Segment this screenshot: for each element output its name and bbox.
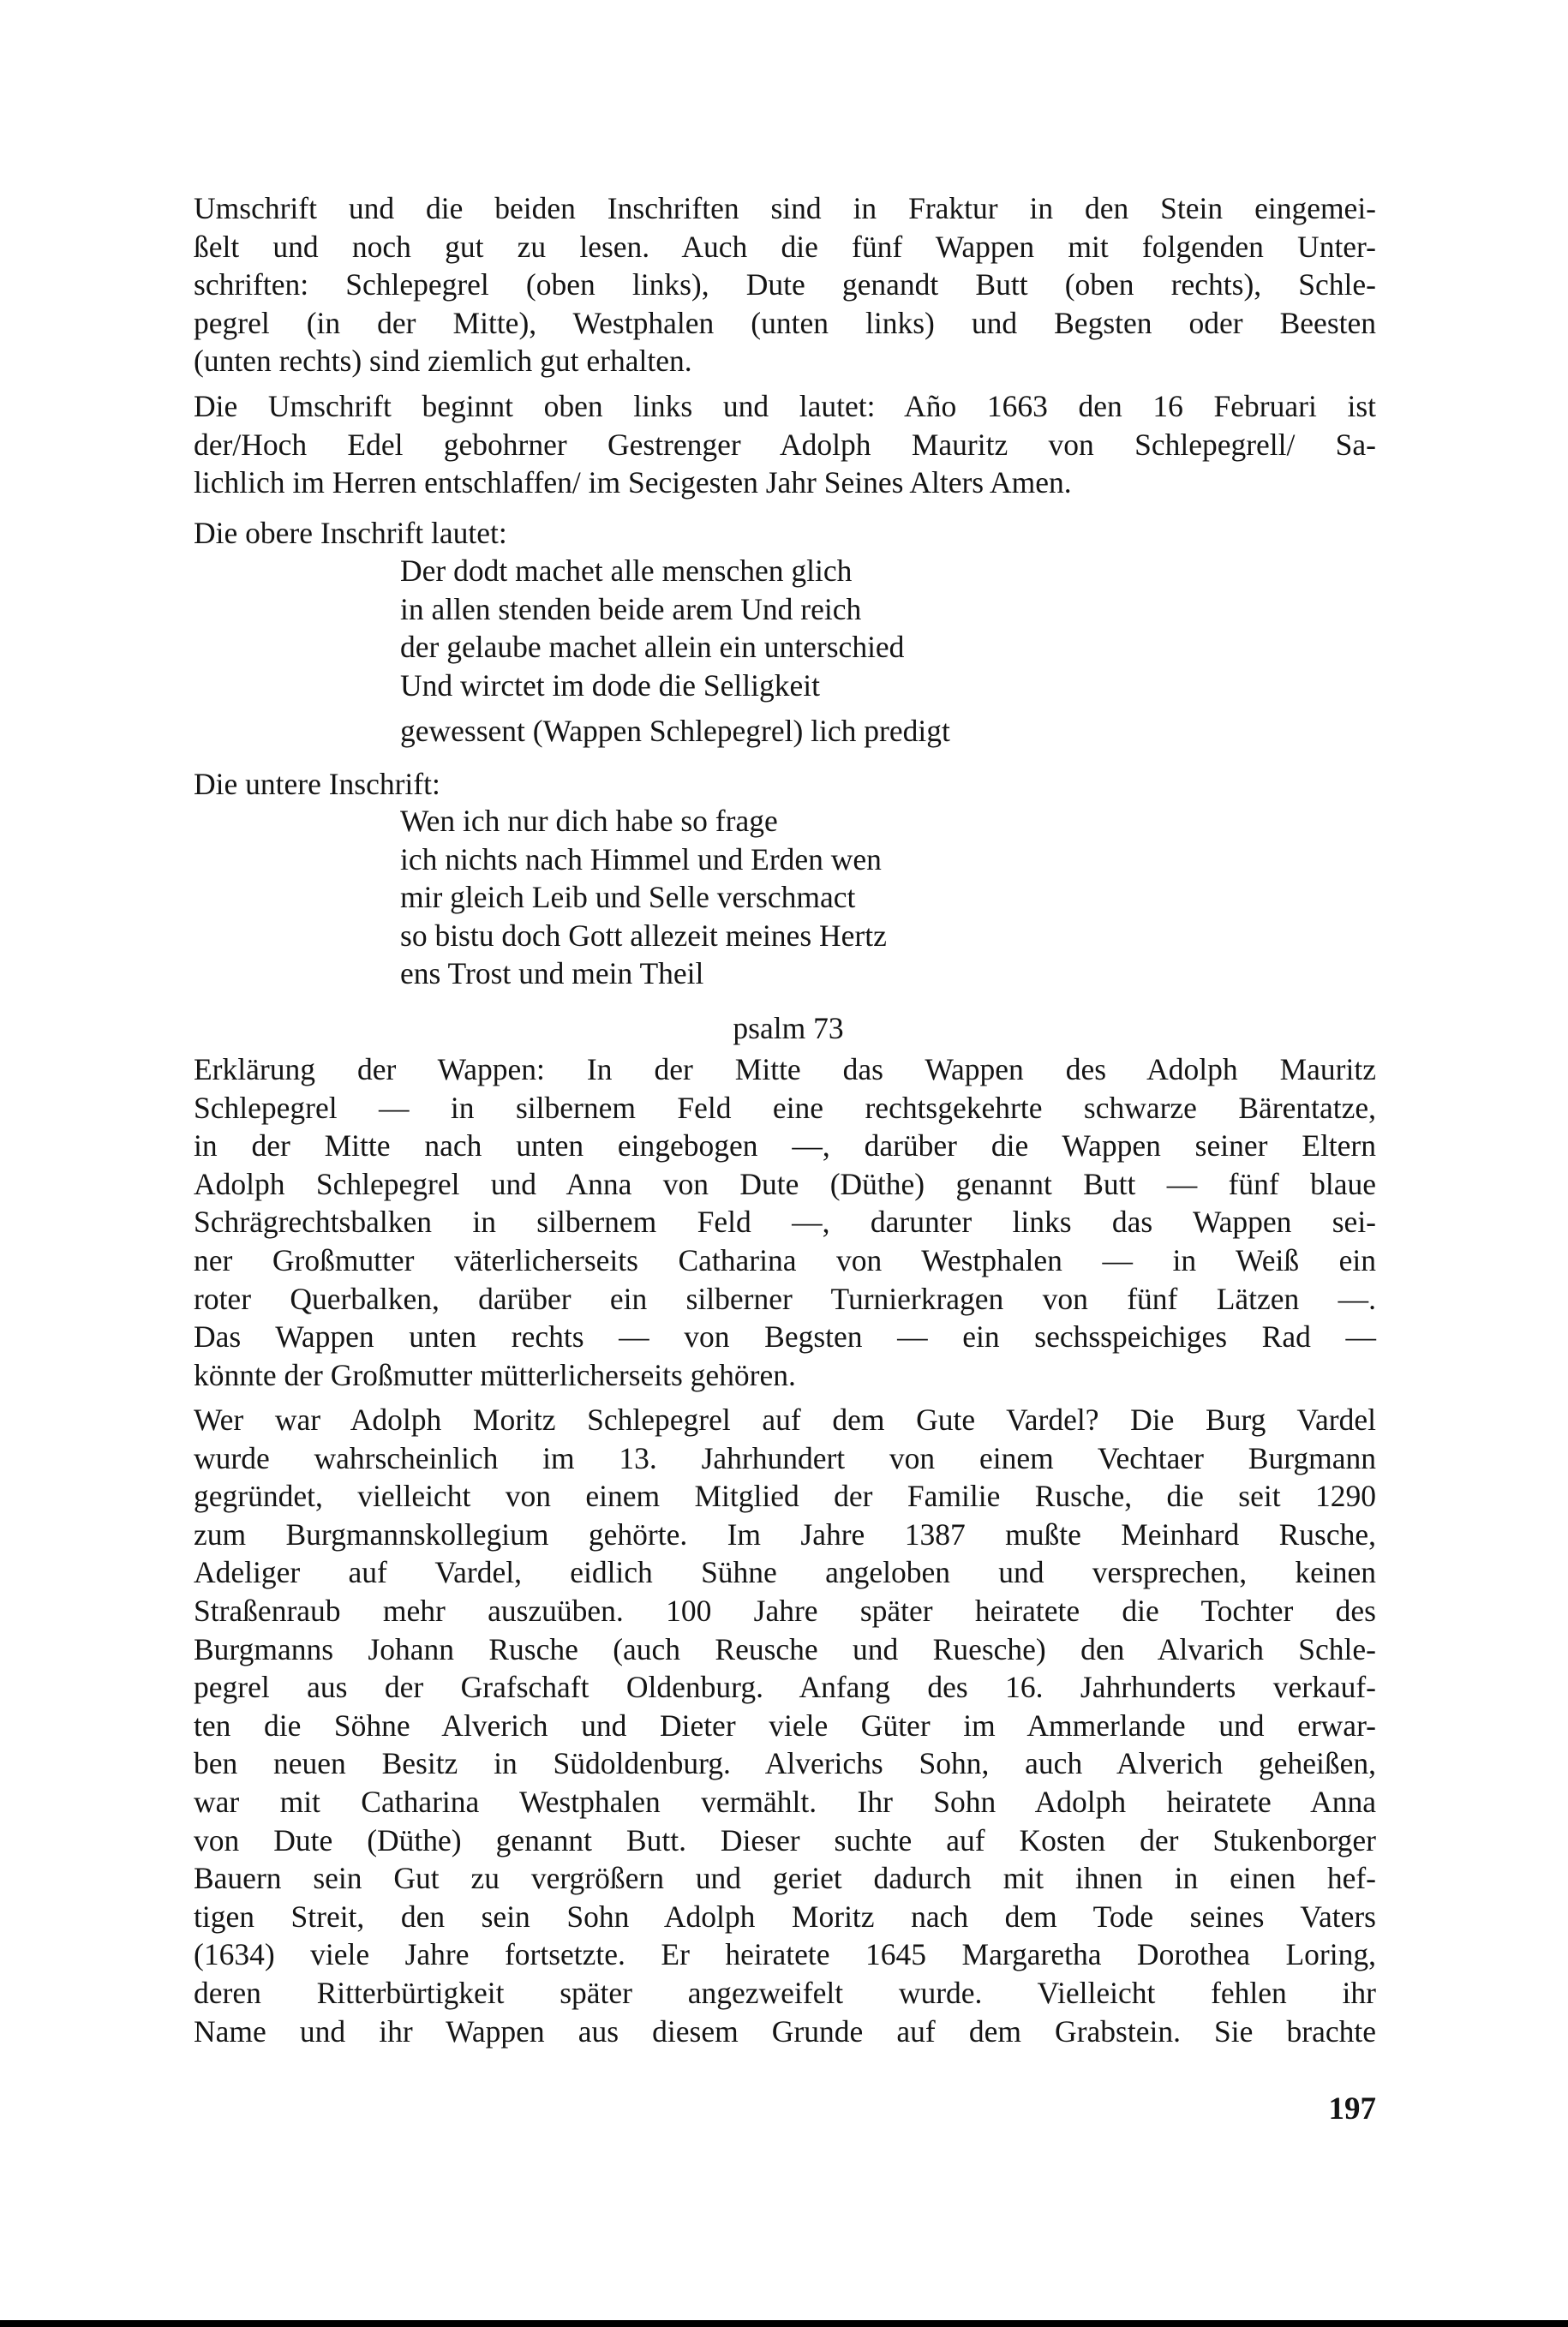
text-line: Straßenraub mehr auszuüben. 100 Jahre später heiratete die Tochter des <box>194 1593 1376 1628</box>
text-line: (1634) viele Jahre fortsetzte. Er heiratete 1645 Margaretha Dorothea Loring, <box>194 1937 1376 1972</box>
verse-line: in allen stenden beide arem Und reich <box>400 591 862 626</box>
text-line: deren Ritterbürtigkeit später angezweifelt wurde. Vielleicht fehlen ihr <box>194 1975 1376 2010</box>
lower-inscription-verse <box>400 802 887 993</box>
upper-inscription-verse <box>400 552 950 751</box>
text-line: Wer war Adolph Moritz Schlepegrel auf dem Gute Vardel? Die Burg Vardel <box>194 1403 1376 1437</box>
text-line: lichlich im Herren entschlaffen/ im Secigesten Jahr Seines Alters Amen. <box>194 465 1072 500</box>
text-line: Name und ihr Wappen aus diesem Grunde auf dem Grabstein. Sie brachte <box>194 2013 1376 2049</box>
text-line: Adolph Schlepegrel und Anna von Dute (Düthe) genannt Butt — fünf blaue <box>194 1166 1376 1201</box>
text-line: Schrägrechtsbalken in silbernem Feld —, darunter links das Wappen sei- <box>194 1205 1376 1240</box>
verse-line: der gelaube machet allein ein unterschied <box>400 630 905 665</box>
text-line: in der Mitte nach unten eingebogen —, darüber die Wappen seiner Eltern <box>194 1128 1376 1164</box>
verse-line: ich nichts nach Himmel und Erden wen <box>400 841 882 876</box>
text-line: pegrel aus der Grafschaft Oldenburg. Anfang des 16. Jahrhunderts verkauf- <box>194 1670 1376 1705</box>
upper-inscription-label: Die obere Inschrift lautet: <box>194 516 507 550</box>
verse-line: Wen ich nur dich habe so frage <box>400 804 778 838</box>
psalm-reference: psalm 73 <box>733 1011 844 1045</box>
text-line: ßelt und noch gut zu lesen. Auch die fünf Wappen mit folgenden Unter- <box>194 229 1376 264</box>
page-number: 197 <box>1328 2091 1376 2127</box>
text-line: ben neuen Besitz in Südoldenburg. Alverichs Sohn, auch Alverich geheißen, <box>194 1746 1376 1781</box>
text-line: zum Burgmannskollegium gehörte. Im Jahre 1387 mußte Meinhard Rusche, <box>194 1516 1376 1552</box>
verse-line: mir gleich Leib und Selle verschmact <box>400 880 856 915</box>
text-line: Erklärung der Wappen: In der Mitte das Wappen des Adolph Mauritz <box>194 1052 1376 1086</box>
text-line: Schlepegrel — in silbernem Feld eine rechtsgekehrte schwarze Bärentatze, <box>194 1090 1376 1125</box>
scan-bottom-edge <box>0 2320 1568 2327</box>
text-line: roter Querbalken, darüber ein silberner Turnierkragen von fünf Lätzen —. <box>194 1281 1376 1316</box>
text-line: von Dute (Düthe) genannt Butt. Dieser suchte auf Kosten der Stukenborger <box>194 1822 1376 1857</box>
lower-inscription-label: Die untere Inschrift: <box>194 767 440 801</box>
text-line: Die Umschrift beginnt oben links und lautet: Año 1663 den 16 Februari ist <box>194 389 1376 423</box>
text-line: der/Hoch Edel gebohrner Gestrenger Adolph Mauritz von Schlepegrell/ Sa- <box>194 427 1376 462</box>
paragraph-intro <box>194 189 1376 380</box>
text-line: ten die Söhne Alverich und Dieter viele Güter im Ammerlande und erwar- <box>194 1708 1376 1743</box>
verse-line: so bistu doch Gott allezeit meines Hertz <box>400 918 887 953</box>
text-line: wurde wahrscheinlich im 13. Jahrhundert von einem Vechtaer Burgmann <box>194 1440 1376 1475</box>
text-line: könnte der Großmutter mütterlicherseits gehören. <box>194 1357 796 1392</box>
text-line: (unten rechts) sind ziemlich gut erhalten. <box>194 344 692 379</box>
verse-line: gewessent (Wappen Schlepegrel) lich predigt <box>400 714 950 749</box>
text-line: tigen Streit, den sein Sohn Adolph Moritz nach dem Tode seines Vaters <box>194 1899 1376 1934</box>
text-line: Umschrift und die beiden Inschriften sind in Fraktur in den Stein eingemei- <box>194 191 1376 225</box>
paragraph-umschrift <box>194 387 1376 502</box>
text-line: ner Großmutter väterlicherseits Catharina von Westphalen — in Weiß ein <box>194 1242 1376 1277</box>
text-line: Bauern sein Gut zu vergrößern und geriet dadurch mit ihnen in einen hef- <box>194 1861 1376 1896</box>
verse-line: Und wirctet im dode die Selligkeit <box>400 667 820 703</box>
verse-line: ens Trost und mein Theil <box>400 956 704 991</box>
text-line: schriften: Schlepegrel (oben links), Dute genandt Butt (oben rechts), Schle- <box>194 267 1376 302</box>
text-line: pegrel (in der Mitte), Westphalen (unten links) und Begsten oder Beesten <box>194 305 1376 340</box>
text-line: gegründet, vielleicht von einem Mitglied der Familie Rusche, die seit 1290 <box>194 1479 1376 1514</box>
text-line: Das Wappen unten rechts — von Begsten — ein sechsspeichiges Rad — <box>194 1319 1376 1355</box>
paragraph-wappen-erklaerung <box>194 1050 1376 1394</box>
paragraph-vardel-history <box>194 1401 1376 2050</box>
text-line: war mit Catharina Westphalen vermählt. Ihr Sohn Adolph heiratete Anna <box>194 1784 1376 1819</box>
text-line: Burgmanns Johann Rusche (auch Reusche und Ruesche) den Alvarich Schle- <box>194 1631 1376 1666</box>
verse-line: Der dodt machet alle menschen glich <box>400 553 853 588</box>
text-line: Adeliger auf Vardel, eidlich Sühne angeloben und versprechen, keinen <box>194 1555 1376 1590</box>
